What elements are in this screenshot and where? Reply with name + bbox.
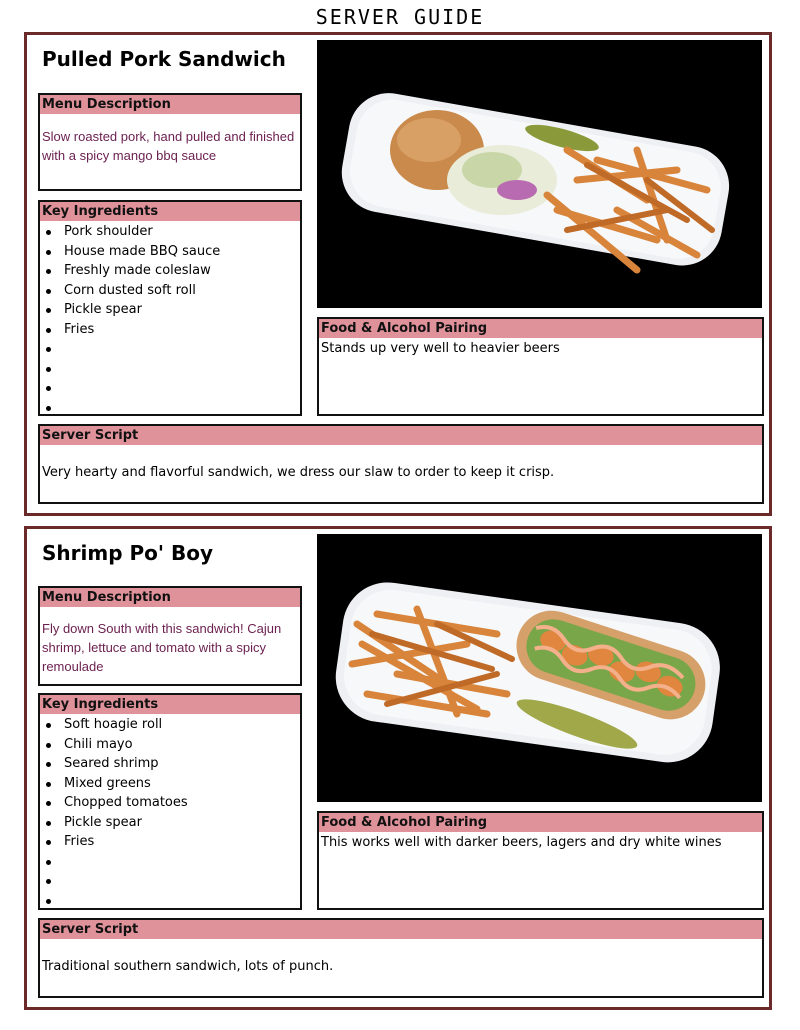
- menu-description-header: Menu Description: [40, 95, 300, 114]
- ingredient-item: Seared shrimp: [40, 754, 300, 774]
- ingredients-list: [40, 221, 300, 417]
- ingredient-item: Fries: [40, 320, 300, 340]
- menu-description-box: [38, 586, 302, 686]
- menu-description-header: Menu Description: [40, 588, 300, 607]
- server-script-box: [38, 424, 764, 504]
- ingredient-item: Pickle spear: [40, 300, 300, 320]
- page-title: SERVER GUIDE: [315, 5, 485, 29]
- server-script-text: Very hearty and flavorful sandwich, we dress our slaw to order to keep it crisp.: [42, 465, 555, 480]
- ingredient-item: Pork shoulder: [40, 222, 300, 242]
- ingredient-item: [40, 398, 300, 418]
- dish-photo: [317, 40, 762, 308]
- server-script-box: [38, 918, 764, 998]
- ingredient-item: Mixed greens: [40, 774, 300, 794]
- menu-description-text: Fly down South with this sandwich! Cajun shrimp, lettuce and tomato with a spicy remoulade: [42, 621, 282, 674]
- pairing-box: [317, 317, 764, 416]
- key-ingredients-header: Key Ingredients: [40, 202, 300, 221]
- dish-title: Pulled Pork Sandwich: [42, 47, 286, 71]
- ingredients-list: [40, 714, 300, 910]
- ingredient-item: Pickle spear: [40, 813, 300, 833]
- dish-card-pulled-pork: [24, 32, 772, 516]
- ingredient-item: [40, 871, 300, 891]
- server-script-header: Server Script: [40, 920, 762, 939]
- key-ingredients-box: [38, 200, 302, 416]
- ingredient-item: Chili mayo: [40, 735, 300, 755]
- ingredient-item: Fries: [40, 832, 300, 852]
- ingredient-item: [40, 891, 300, 911]
- pairing-text: Stands up very well to heavier beers: [321, 341, 560, 356]
- pairing-text: This works well with darker beers, lagers and dry white wines: [321, 835, 722, 850]
- ingredient-item: Soft hoagie roll: [40, 715, 300, 735]
- menu-description-text: Slow roasted pork, hand pulled and finished with a spicy mango bbq sauce: [42, 129, 295, 163]
- ingredient-item: Corn dusted soft roll: [40, 281, 300, 301]
- pairing-header: Food & Alcohol Pairing: [319, 813, 762, 832]
- ingredient-item: Freshly made coleslaw: [40, 261, 300, 281]
- ingredient-item: [40, 339, 300, 359]
- ingredient-item: [40, 852, 300, 872]
- server-script-header: Server Script: [40, 426, 762, 445]
- ingredient-item: [40, 359, 300, 379]
- ingredient-item: House made BBQ sauce: [40, 242, 300, 262]
- server-script-text: Traditional southern sandwich, lots of punch.: [42, 959, 334, 974]
- ingredient-item: Chopped tomatoes: [40, 793, 300, 813]
- dish-card-shrimp-po-boy: [24, 526, 772, 1010]
- pairing-header: Food & Alcohol Pairing: [319, 319, 762, 338]
- dish-photo: [317, 534, 762, 802]
- ingredient-item: [40, 378, 300, 398]
- menu-description-box: [38, 93, 302, 191]
- dish-title: Shrimp Po' Boy: [42, 541, 213, 565]
- key-ingredients-box: [38, 693, 302, 910]
- pairing-box: [317, 811, 764, 910]
- key-ingredients-header: Key Ingredients: [40, 695, 300, 714]
